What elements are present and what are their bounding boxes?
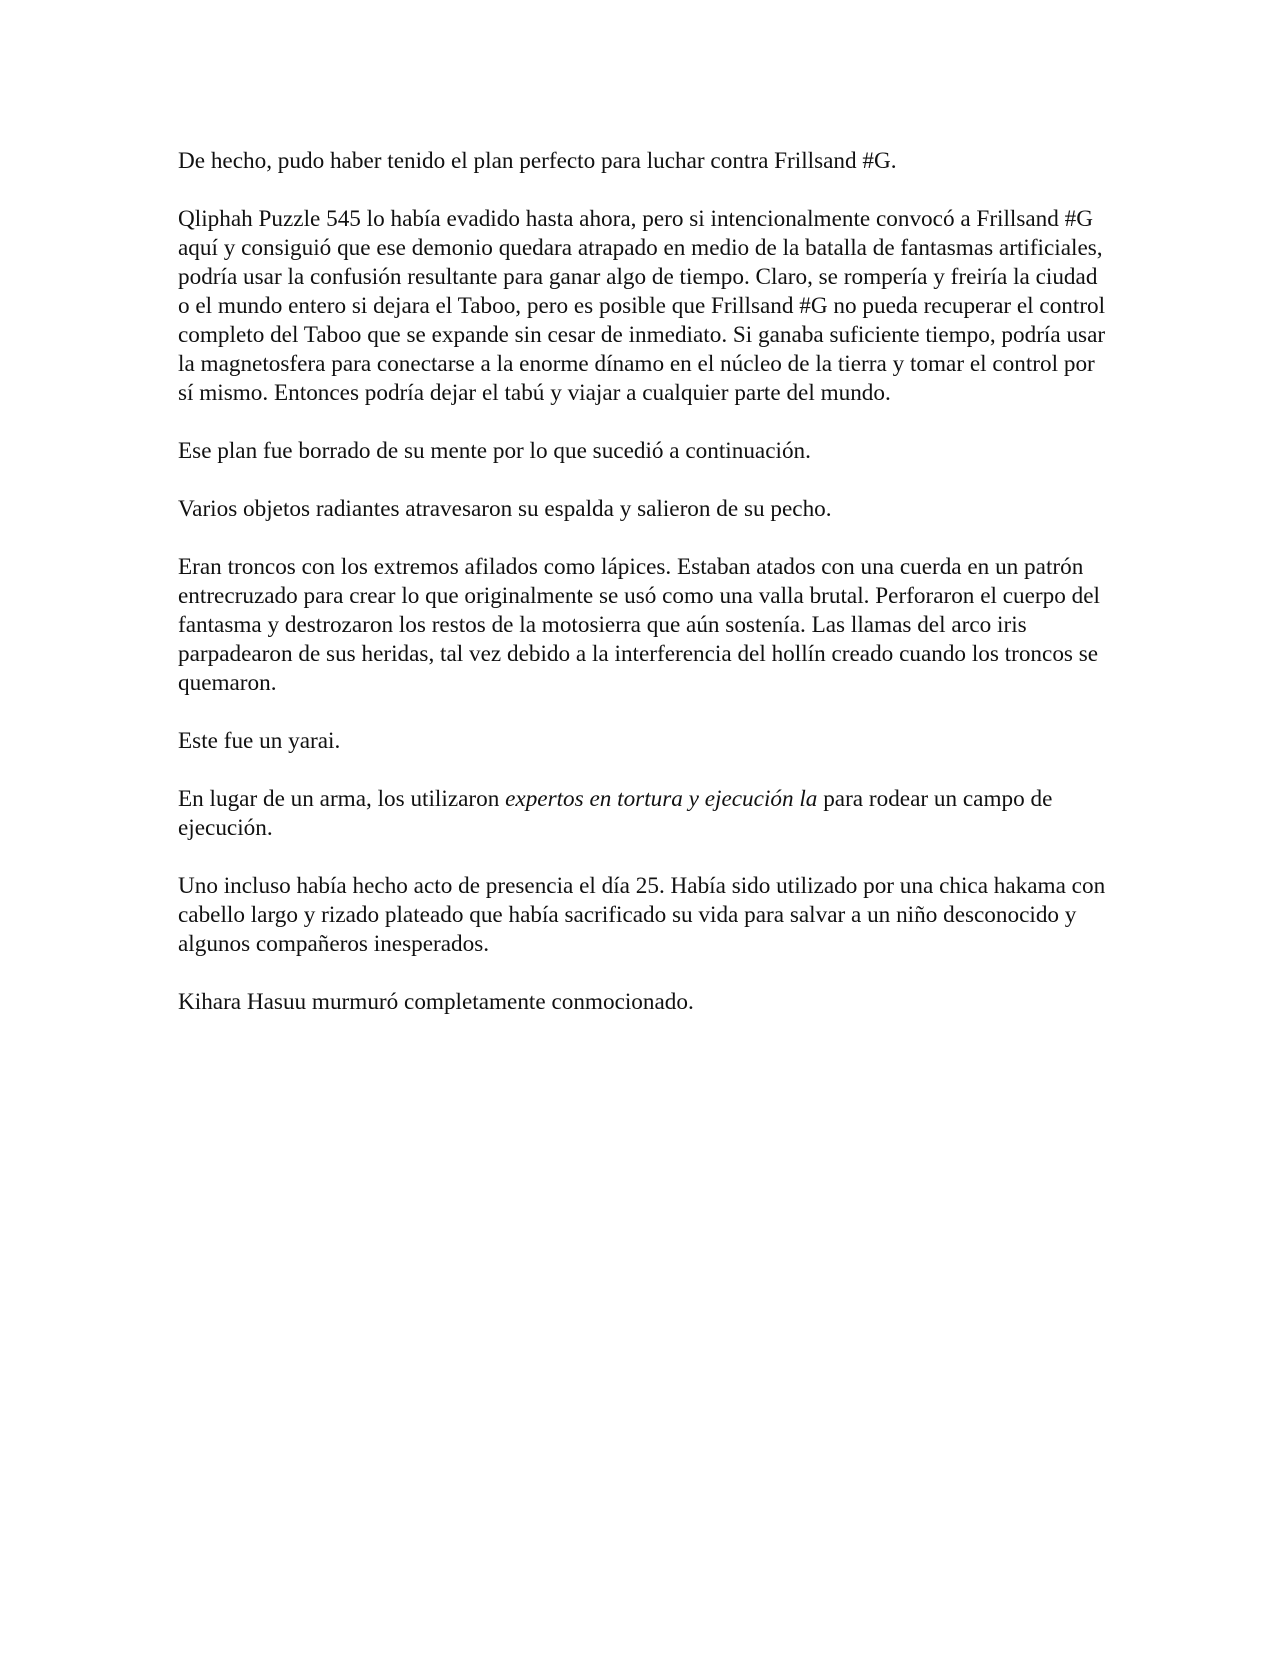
paragraph-6: Este fue un yarai.: [178, 728, 341, 754]
paragraph-7-italic: expertos en tortura y ejecución la: [505, 786, 818, 812]
paragraph-7: [178, 785, 1113, 843]
paragraph-2: Qliphah Puzzle 545 lo había evadido hasta ahora, pero si intencionalmente convocó a Frillsand #G aquí y consiguió que ese demonio quedara atrapado en medio de la batalla de fantasmas artificiales, podría usar la confusión resultante para ganar algo de tiempo. Claro, se rompería y freiría la ciudad o el mundo entero si dejara el Taboo, pero es posible que Frillsand #G no pueda recuperar el control completo del Taboo que se expande sin cesar de inmediato. Si ganaba suficiente tiempo, podría usar la magnetosfera para conectarse a la enorme dínamo en el núcleo de la tierra y tomar el control por sí mismo. Entonces podría dejar el tabú y viajar a cualquier parte del mundo.: [178, 206, 1106, 406]
paragraph-5: Eran troncos con los extremos afilados como lápices. Estaban atados con una cuerda en un patrón entrecruzado para crear lo que originalmente se usó como una valla brutal. Perforaron el cuerpo del fantasma y destrozaron los restos de la motosierra que aún sostenía. Las llamas del arco iris parpadearon de sus heridas, tal vez debido a la interferencia del hollín creado cuando los troncos se quemaron.: [178, 554, 1100, 696]
paragraph-8: Uno incluso había hecho acto de presencia el día 25. Había sido utilizado por una chica hakama con cabello largo y rizado plateado que había sacrificado su vida para salvar a un niño desconocido y algunos compañeros inesperados.: [178, 873, 1106, 957]
paragraph-9: Kihara Hasuu murmuró completamente conmocionado.: [178, 989, 694, 1015]
paragraph-7-end: para rodear un campo de ejecución.: [178, 786, 1053, 841]
paragraph-1: De hecho, pudo haber tenido el plan perfecto para luchar contra Frillsand #G.: [178, 148, 897, 174]
document-body: [178, 147, 1113, 1046]
paragraph-7-start: En lugar de un arma, los utilizaron: [178, 786, 506, 812]
paragraph-3: Ese plan fue borrado de su mente por lo que sucedió a continuación.: [178, 438, 811, 464]
paragraph-4: Varios objetos radiantes atravesaron su espalda y salieron de su pecho.: [178, 496, 832, 522]
